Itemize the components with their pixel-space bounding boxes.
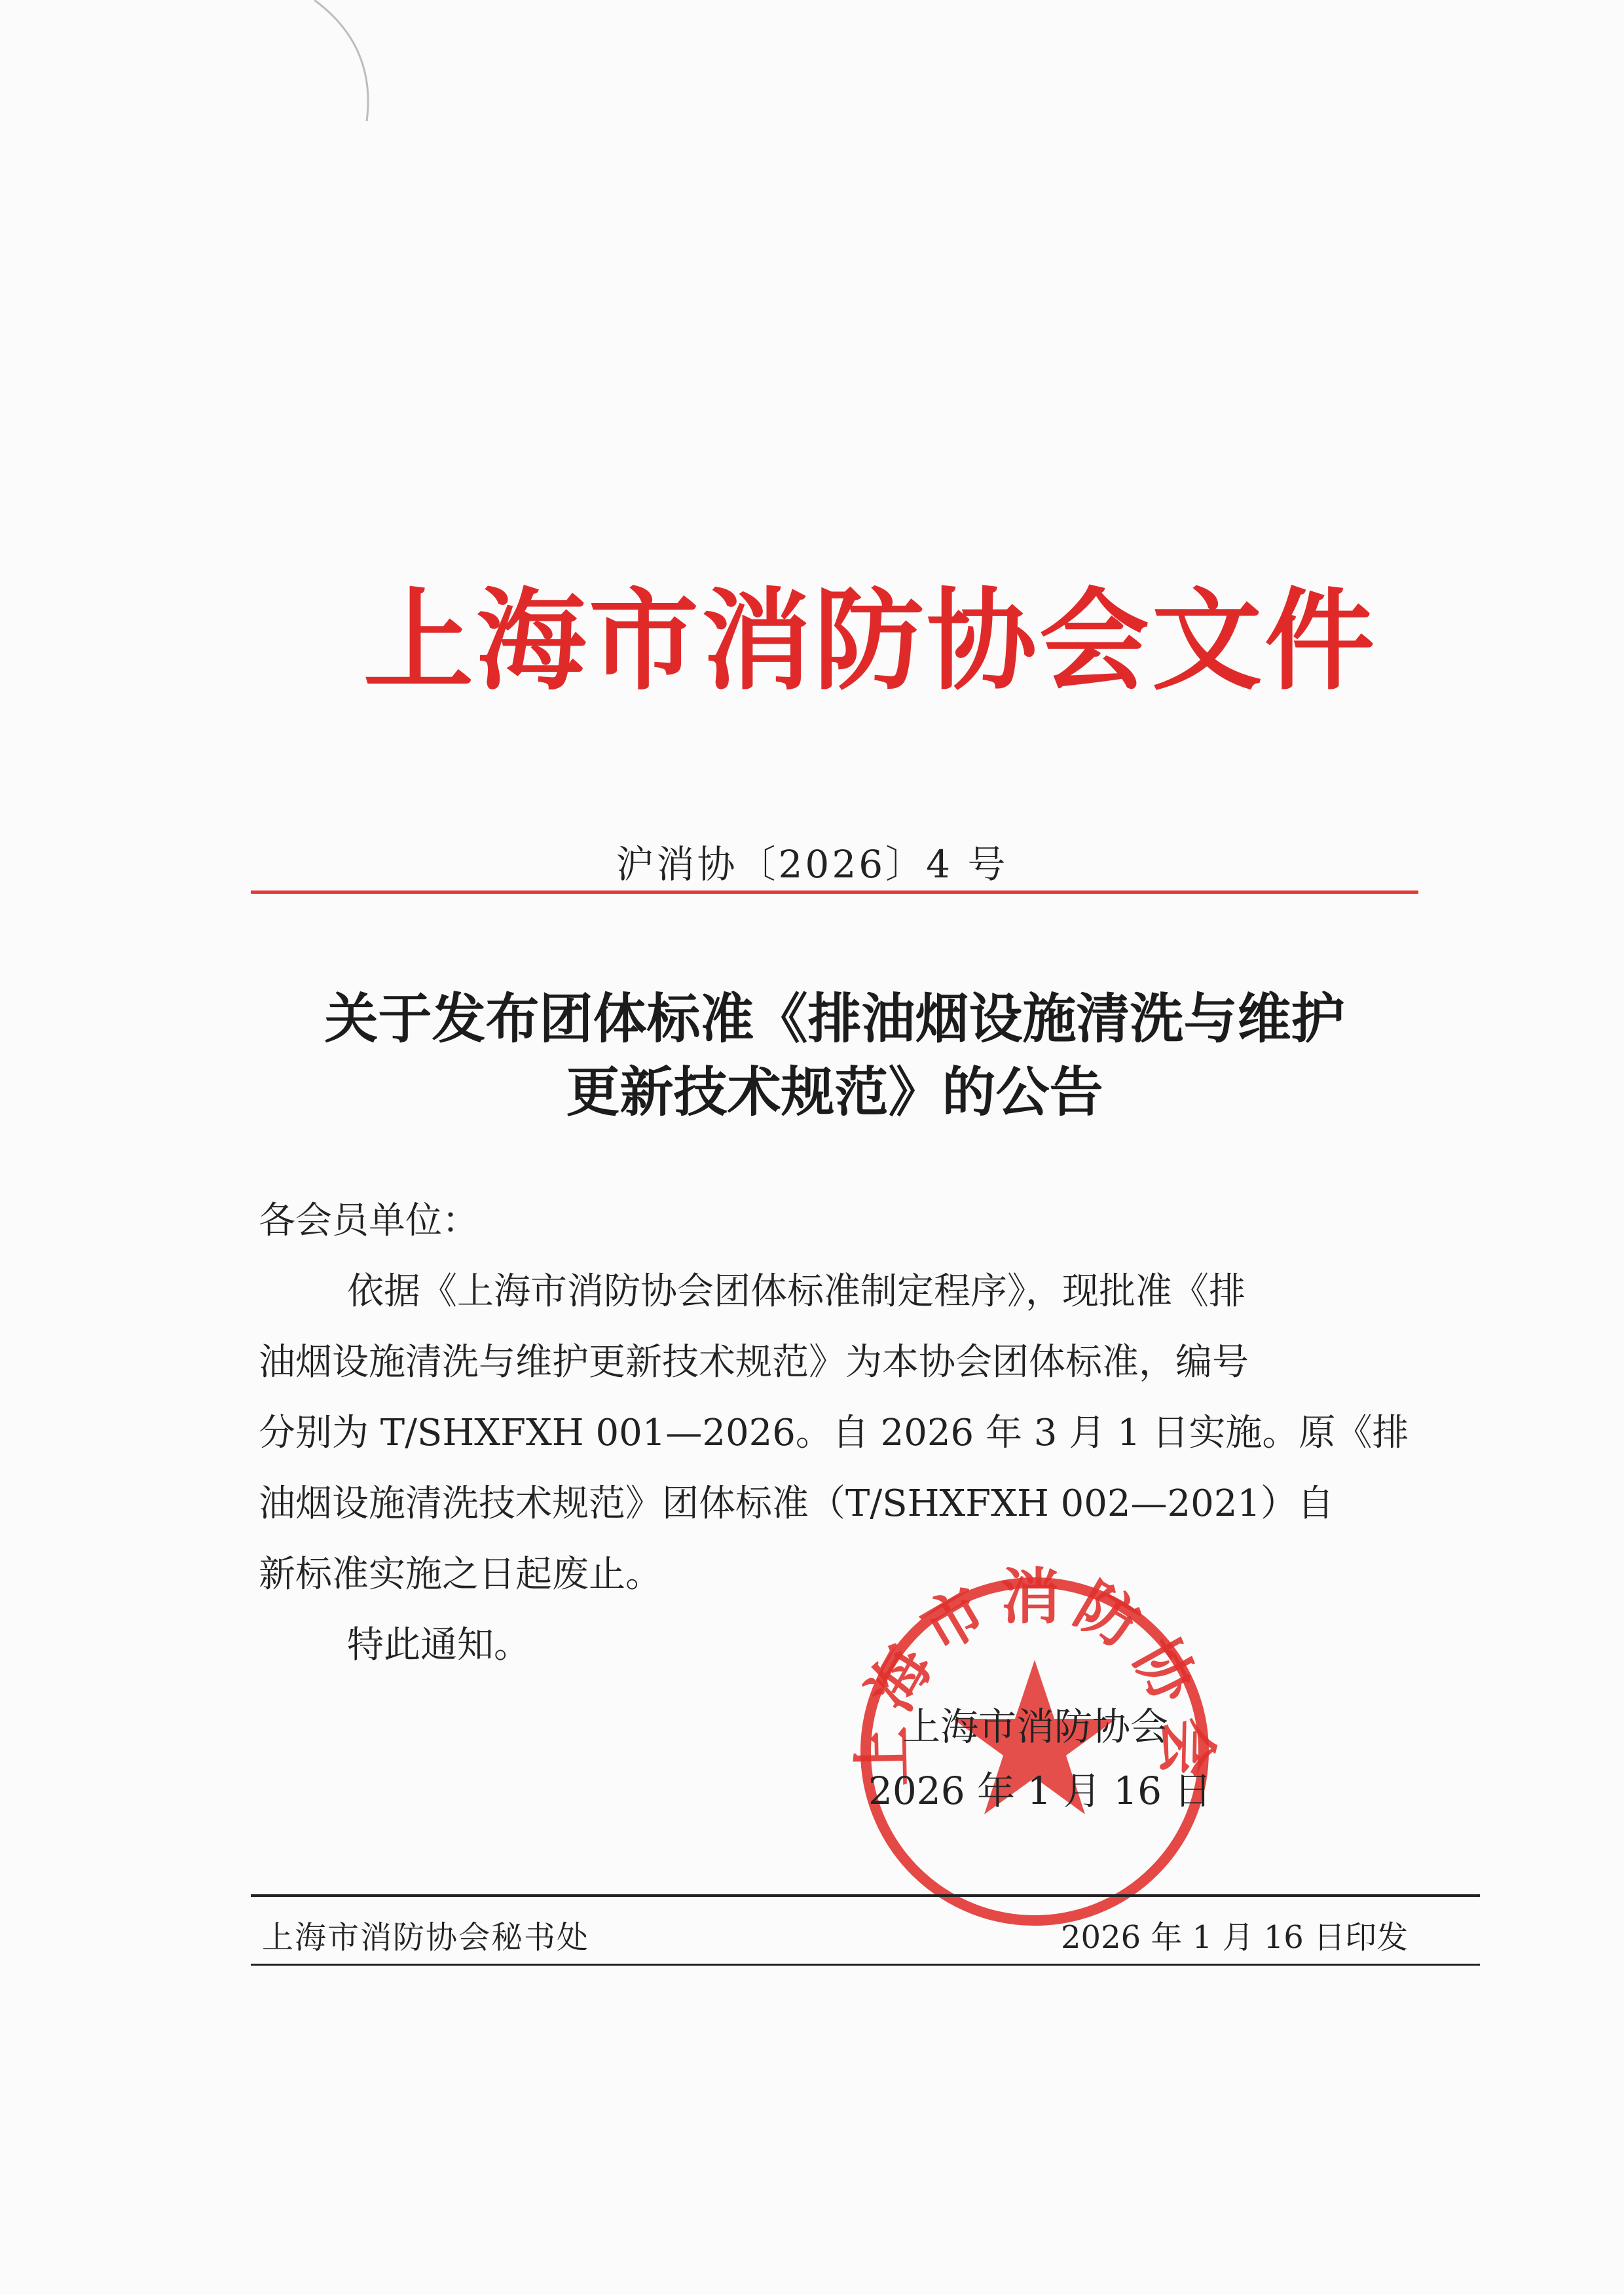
masthead-title: 上海市消防协会文件 — [363, 576, 1377, 705]
salutation: 各会员单位： — [259, 1200, 479, 1242]
svg-text:上海市消防协会: 上海市消防协会 — [847, 1562, 1223, 1788]
body-line: 油烟设施清洗与维护更新技术规范》为本协会团体标准，编号 — [259, 1341, 1249, 1384]
signature-organization: 上海市消防协会 — [902, 1704, 1169, 1749]
body-line: 分别为 T/SHXFXH 001—2026。自 2026 年 3 月 1 日实施。原《排 — [259, 1412, 1409, 1454]
document-title — [251, 982, 1418, 1129]
footer-issuer: 上海市消防协会秘书处 — [262, 1919, 590, 1956]
red-divider — [251, 890, 1418, 894]
footer-rule-bottom — [251, 1964, 1480, 1966]
footer-printed-date: 2026 年 1 月 16 日印发 — [1061, 1919, 1409, 1956]
scan-fold-mark — [0, 0, 393, 131]
title-line-2: 更新技术规范》的公告 — [566, 1061, 1103, 1124]
body-line: 依据《上海市消防协会团体标准制定程序》，现批准《排 — [347, 1270, 1246, 1313]
document-number: 沪消协〔2026〕4 号 — [616, 842, 1008, 887]
title-line-1: 关于发布团体标准《排油烟设施清洗与维护 — [324, 987, 1345, 1050]
body-line: 新标准实施之日起废止。 — [259, 1553, 662, 1596]
body-line: 油烟设施清洗技术规范》团体标准（T/SHXFXH 002—2021）自 — [259, 1482, 1335, 1525]
closing-line: 特此通知。 — [347, 1624, 530, 1666]
official-seal — [845, 1562, 1225, 1941]
signature-date: 2026 年 1 月 16 日 — [868, 1769, 1212, 1813]
footer-rule-top — [251, 1894, 1480, 1897]
